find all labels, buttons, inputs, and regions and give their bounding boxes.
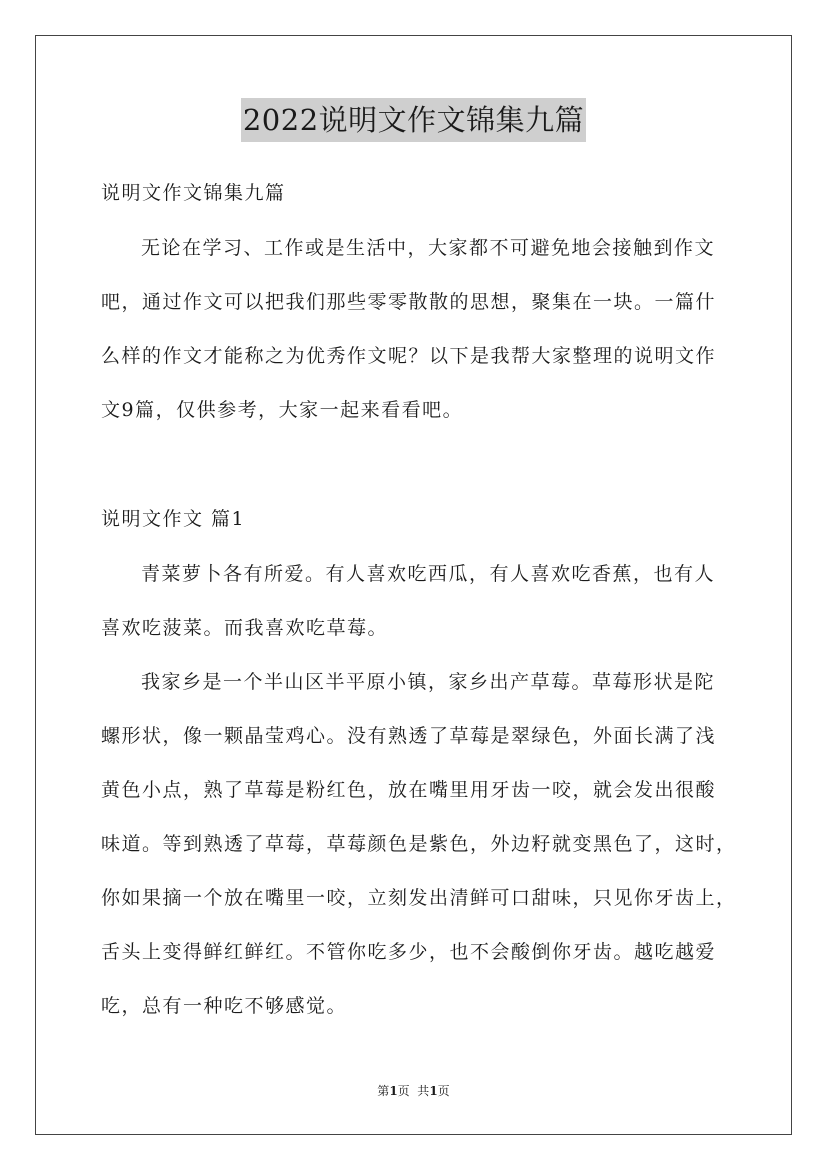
para1-line-2: 喜欢吃菠菜。而我喜欢吃草莓。 <box>101 617 389 639</box>
para2-line-2: 螺形状，像一颗晶莹鸡心。没有熟透了草莓是翠绿色，外面长满了浅 <box>101 725 717 747</box>
page-label-post: 页 <box>437 1084 450 1098</box>
page-label-pre: 第 <box>377 1084 390 1098</box>
page-footer <box>0 1082 827 1099</box>
intro-line-4: 文9篇，仅供参考，大家一起来看看吧。 <box>101 399 464 421</box>
document-subtitle: 说明文作文锦集九篇 <box>101 182 286 204</box>
section-heading: 说明文作文 篇1 <box>101 508 246 530</box>
page-current: 1 <box>389 1084 398 1098</box>
para2-line-7: 吃，总有一种吃不够感觉。 <box>101 995 348 1017</box>
para2-line-6: 舌头上变得鲜红鲜红。不管你吃多少，也不会酸倒你牙齿。越吃越爱 <box>101 941 717 963</box>
document-title: 2022说明文作文锦集九篇 <box>241 98 586 142</box>
page-label-mid: 页 共 <box>397 1084 430 1098</box>
para2-line-4: 味道。等到熟透了草莓，草莓颜色是紫色，外边籽就变黑色了，这时， <box>101 833 737 855</box>
page-total: 1 <box>429 1084 438 1098</box>
para2-line-1: 我家乡是一个半山区半平原小镇，家乡出产草莓。草莓形状是陀 <box>141 671 716 693</box>
intro-line-2: 吧，通过作文可以把我们那些零零散散的思想，聚集在一块。一篇什 <box>101 291 717 313</box>
intro-line-1: 无论在学习、工作或是生活中，大家都不可避免地会接触到作文 <box>141 237 716 259</box>
para2-line-3: 黄色小点，熟了草莓是粉红色，放在嘴里用牙齿一咬，就会发出很酸 <box>101 779 717 801</box>
intro-line-3: 么样的作文才能称之为优秀作文呢？以下是我帮大家整理的说明文作 <box>101 345 717 367</box>
title-wrap <box>0 98 827 142</box>
para1-line-1: 青菜萝卜各有所爱。有人喜欢吃西瓜，有人喜欢吃香蕉，也有人 <box>141 563 716 585</box>
para2-line-5: 你如果摘一个放在嘴里一咬，立刻发出清鲜可口甜味，只见你牙齿上， <box>101 887 737 909</box>
